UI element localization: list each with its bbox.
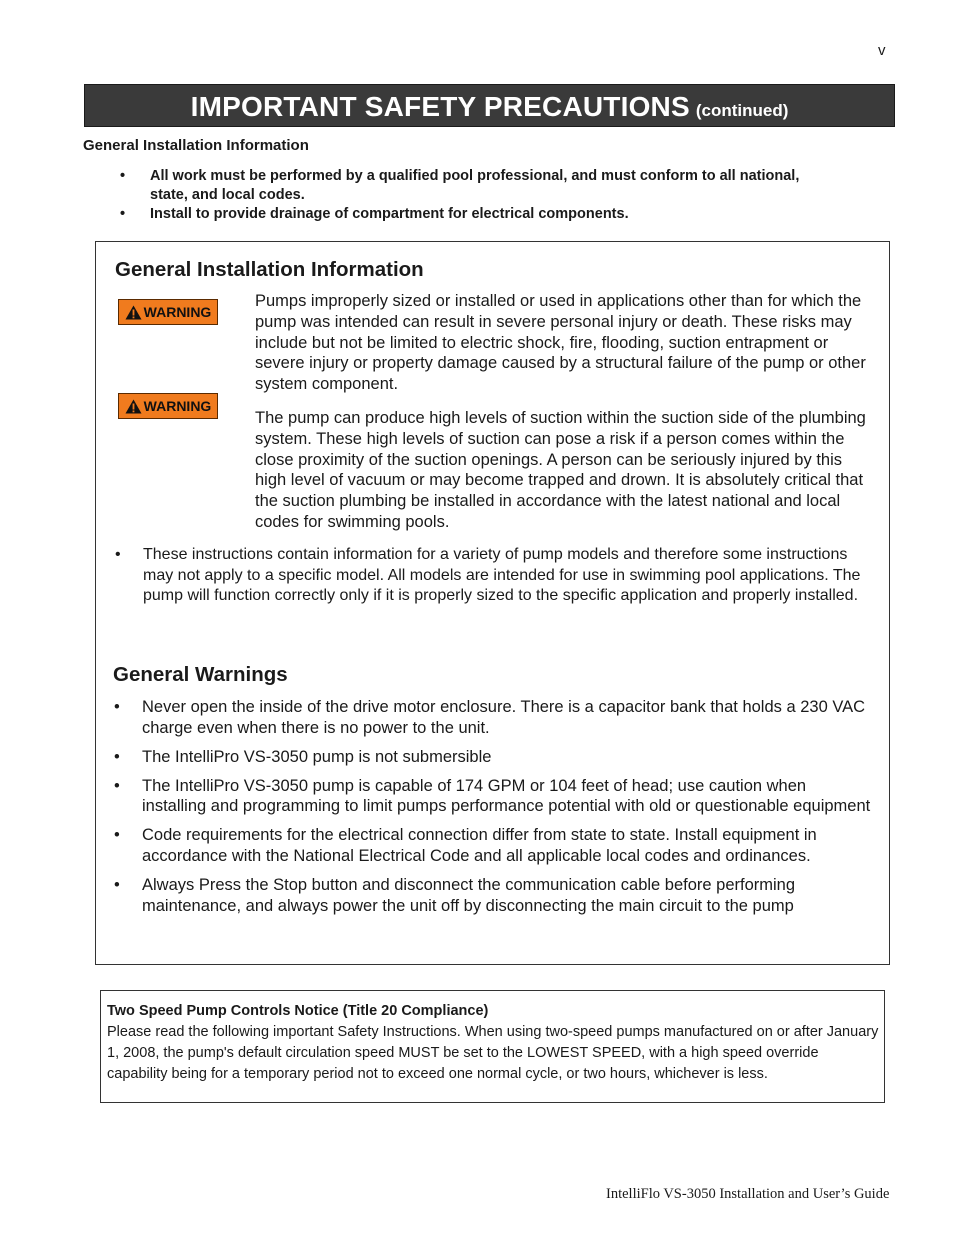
bullet-text: All work must be performed by a qualified pool professional, and must conform to all national, state, and local codes. [150,168,800,203]
list-item [114,747,874,768]
installation-box [95,241,890,965]
bullet-icon: • [120,168,126,184]
warning-label-text: WARNING [143,304,212,320]
general-warnings-heading: General Warnings [113,663,288,686]
bullet-icon: • [114,776,120,795]
warning-label [118,393,218,419]
safety-banner [84,84,895,127]
bullet-icon: • [114,747,120,766]
banner-subtitle: (continued) [695,101,789,120]
warning-paragraph: Pumps improperly sized or installed or used in applications other than for which the pump was intended can result in severe personal injury or death. These risks may include but not be limited to electric shock, fire, flooding, suction entrapment or severe injury or property damage caused by a structural failure of the pump or other system component. [255,292,866,394]
list-item [114,776,874,817]
general-warnings-list [114,697,874,925]
bullet-icon: • [114,876,120,895]
title20-notice-box [100,990,885,1103]
top-bullet-list [120,167,840,224]
list-item [114,697,874,738]
bullet-icon: • [114,698,120,716]
list-item [114,825,874,866]
notice-title: Two Speed Pump Controls Notice (Title 20 Compliance) [107,1003,489,1019]
bullet-text: Install to provide drainage of compartment for electrical components. [150,206,629,222]
bullet-text: The IntelliPro VS-3050 pump is capable of 174 GPM or 104 feet of head; use caution when installing and programming to limit pumps performance potential with old or questionable equipment [142,776,871,816]
bullet-text: Always Press the Stop button and disconnect the communication cable before performing maintenance, and always power the unit off by disconnecting the main circuit to the pump [142,876,796,915]
page-footer: IntelliFlo VS-3050 Installation and User’s Guide [606,1186,890,1202]
page-number: v [878,42,886,59]
warning-triangle-icon [125,399,142,414]
list-item [120,205,840,224]
list-item [120,167,840,205]
warning-paragraph: The pump can produce high levels of suction within the suction side of the plumbing system. These high levels of suction can pose a risk if a person comes within the close proximity of the suction openings. A person can be seriously injured by this high level of vacuum or may become trapped and drown. It is absolutely critical that the suction plumbing be installed in accordance with the latest national and local codes for swimming pools. [255,409,866,531]
warning-triangle-icon [125,305,142,320]
bullet-text: Code requirements for the electrical connection differ from state to state. Install equipment in accordance with the National Electrical Code and all applicable local codes and ordinances. [142,826,817,866]
top-section-heading: General Installation Information [83,137,309,154]
bullet-text: The IntelliPro VS-3050 pump is not submersible [142,747,492,766]
list-item [115,545,875,607]
bullet-icon: • [114,826,120,845]
banner-title: IMPORTANT SAFETY PRECAUTIONS [190,91,690,122]
notice-body: Please read the following important Safety Instructions. When using two-speed pumps manufactured on or after January 1, 2008, the pump's default circulation speed MUST be set to the LOWEST SPEED, with a high speed override capability being for a temporary period not to exceed one normal cycle, or two hours, whichever is less. [107,1024,879,1082]
install-bullet-list [115,545,875,607]
list-item [114,875,874,916]
bullet-text: These instructions contain information for a variety of pump models and therefore some instructions may not apply to a specific model. All models are intended for use in swimming pool applications. The pump will function correctly only if it is properly sized to the specific application and properly installed. [143,546,861,605]
warning-label-text: WARNING [143,398,212,414]
bullet-text: Never open the inside of the drive motor enclosure. There is a capacitor bank that holds a 230 VAC charge even when there is no power to the unit. [142,698,866,737]
bullet-icon: • [120,206,126,222]
bullet-icon: • [115,546,121,563]
install-box-heading: General Installation Information [115,258,424,281]
warning-label [118,299,218,325]
